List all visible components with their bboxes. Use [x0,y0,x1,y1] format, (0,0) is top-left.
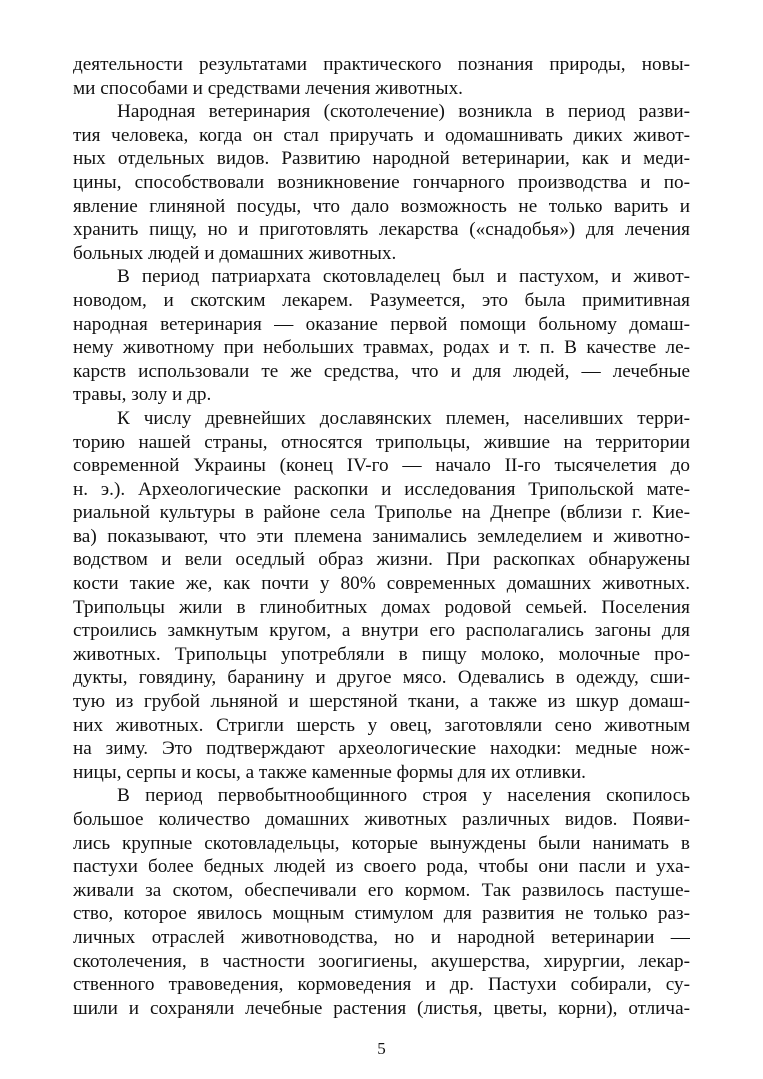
text-line: явление глиняной посуды, что дало возможность не только варить и [73,195,690,217]
text-line: пастухи более бедных людей из своего рода, чтобы они пасли и уха- [73,856,690,878]
text-line: деятельности результатами практического познания природы, новы- [73,54,690,75]
paragraph-primitive-communal [73,784,690,1020]
paragraph-trypillians [73,407,690,785]
text-line: большое количество домашних животных различных видов. Появи- [73,809,690,830]
text-line: водством и вели оседлый образ жизни. При раскопках обнаружены [73,549,690,571]
text-line: В период патриархата скотовладелец был и пастухом, и живот- [117,266,690,288]
text-line: В период первобытнообщинного строя у населения скопилось [117,785,690,807]
text-line: ницы, серпы и косы, а также каменные формы для их отливки. [73,761,586,783]
text-line: шили и сохраняли лечебные растения (листья, цветы, корни), отлича- [73,997,690,1019]
text-line: тую из грубой льняной и шерстяной ткани, а также из шкур домаш- [73,691,690,713]
text-line: К числу древнейших дославянских племен, населивших терри- [117,407,690,429]
text-line: риальной культуры в районе села Триполье на Днепре (вблизи г. Кие- [73,502,690,524]
text-line: кости такие же, как почти у 80% современных домашних животных. [73,573,690,595]
text-line: Трипольцы жили в глинобитных домах родовой семьей. Поселения [73,596,690,618]
text-line: ных отдельных видов. Развитию народной ветеринарии, как и меди- [73,148,690,170]
text-line: скотолечения, в частности зоогигиены, акушерства, хирургии, лекар- [73,950,690,972]
text-line: ство, которое явилось мощным стимулом для развития не только раз- [73,903,690,925]
text-line: травы, золу и др. [73,384,212,406]
text-line: ва) показывают, что эти племена занимались земледелием и животно- [73,525,690,547]
text-line: лись крупные скотовладельцы, которые вынуждены были нанимать в [73,832,690,854]
text-line: животных. Трипольцы употребляли в пищу молоко, молочные про- [73,643,690,665]
paragraph-patriarchy [73,265,690,407]
text-line: торию нашей страны, относятся трипольцы, жившие на территории [73,431,690,453]
text-line: строились замкнутым кругом, а внутри его располагались загоны для [73,620,690,642]
text-line: карств использовали те же средства, что и для людей, — лечебные [73,360,690,382]
page-number: 5 [377,1039,386,1058]
text-line: нему животному при небольших травмах, родах и т. п. В качестве ле- [73,337,690,359]
text-line: цины, способствовали возникновение гончарного производства и по- [73,171,690,193]
text-line: н. э.). Археологические раскопки и исследования Трипольской мате- [73,478,690,500]
text-line: новодом, и скотским лекарем. Разумеется, это была примитивная [73,289,690,311]
paragraph-folk-veterinary [73,100,690,265]
paragraph-continuation [73,53,690,100]
text-line: личных отраслей животноводства, но и народной ветеринарии — [73,926,690,948]
text-line: живали за скотом, обеспечивали его кормом. Так развилось пастуше- [73,879,690,901]
text-line: тия человека, когда он стал приручать и одомашнивать диких живот- [73,124,690,146]
text-line: на зиму. Это подтверждают археологические находки: медные нож- [73,738,690,760]
page-text [73,53,690,1020]
text-line: современной Украины (конец IV-го — начало II-го тысячелетия до [73,455,690,477]
text-line: ственного травоведения, кормоведения и др. Пастухи собирали, су- [73,974,690,996]
text-line: Народная ветеринария (скотолечение) возникла в период разви- [117,101,690,123]
text-line: больных людей и домашних животных. [73,242,397,264]
text-line: хранить пищу, но и приготовлять лекарства («снадобья») для лечения [73,219,690,241]
text-line: дукты, говядину, баранину и другое мясо. Одевались в одежду, сши- [73,667,690,689]
text-line: ми способами и средствами лечения животных. [73,77,463,99]
text-line: народная ветеринария — оказание первой помощи больному домаш- [73,313,690,335]
text-line: них животных. Стригли шерсть у овец, заготовляли сено животным [73,714,690,736]
